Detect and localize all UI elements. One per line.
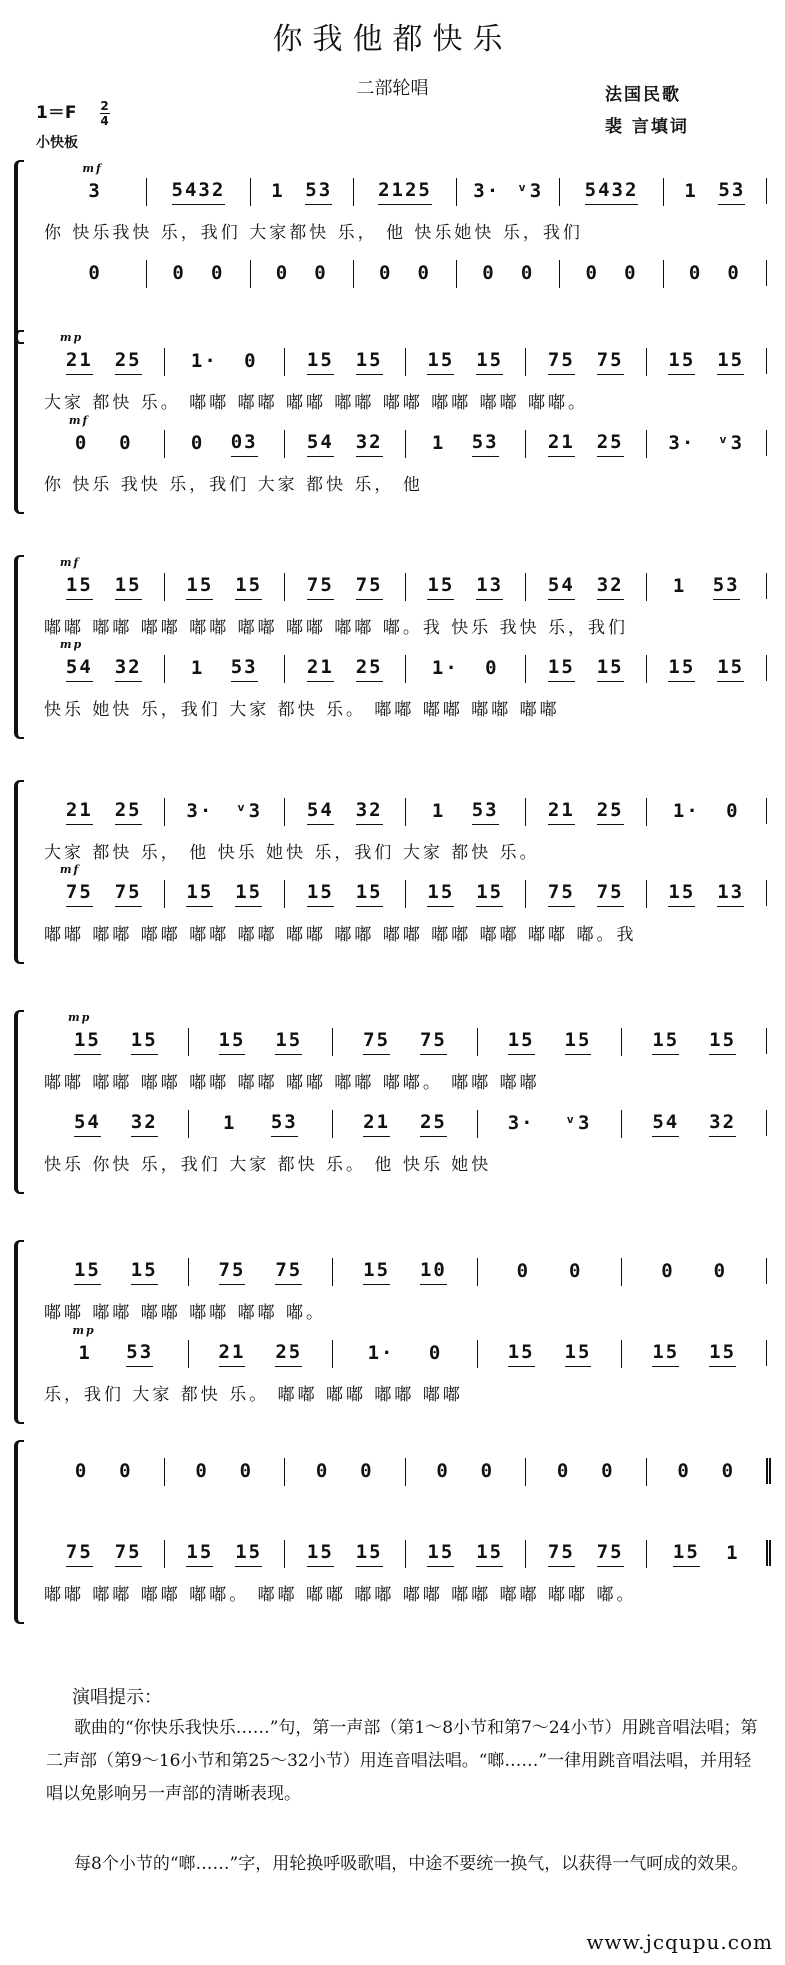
note-beat: 15 <box>476 881 503 907</box>
note-beat: 0 <box>624 261 638 284</box>
measure <box>44 260 146 288</box>
measure <box>621 1340 766 1368</box>
watermark: www.jcqupu.com <box>586 1930 773 1954</box>
measure <box>525 1458 646 1486</box>
note-beat: 53 <box>472 431 499 457</box>
note-beat: 53 <box>472 799 499 825</box>
tempo-marking: 小快板 <box>36 135 78 151</box>
note-beat: 15 <box>668 349 695 375</box>
measure <box>44 1540 164 1568</box>
time-bottom: 4 <box>100 114 109 128</box>
time-signature <box>100 100 110 127</box>
measure <box>405 1458 526 1486</box>
note-beat: 32 <box>709 1111 736 1137</box>
lower-staff <box>44 638 767 681</box>
measure <box>646 798 767 826</box>
dynamic-marking: mf <box>59 556 81 569</box>
note-beat: 0 <box>726 799 740 822</box>
note-beat: 3· <box>473 179 501 202</box>
note-beat: 15 <box>652 1029 679 1055</box>
note-beat: 75 <box>275 1259 302 1285</box>
note-beat: 0 <box>480 1459 495 1482</box>
note-beat: 75 mf <box>66 881 93 907</box>
note-beat: 15 <box>235 881 262 907</box>
note-beat: 75 <box>420 1029 447 1055</box>
upper-lyric: 大家 都快 乐。 嘟嘟 嘟嘟 嘟嘟 嘟嘟 嘟嘟 嘟嘟 嘟嘟 嘟嘟。 <box>44 393 589 413</box>
measure <box>188 1258 333 1286</box>
measure <box>525 430 646 458</box>
note-beat: 3 mf <box>82 161 103 202</box>
measure <box>44 1110 188 1138</box>
dynamic-marking: mf <box>82 161 103 175</box>
note-beat: ᵛ3 <box>564 1111 592 1134</box>
measure <box>146 260 249 288</box>
measure <box>284 655 405 683</box>
note-beat: 21 <box>307 656 334 682</box>
note-beat: 75 <box>597 881 624 907</box>
note-beat: 15 <box>356 881 383 907</box>
measure <box>332 1340 477 1368</box>
note-beat: 0 <box>417 261 431 284</box>
hints-paragraph-2: 每8个小节的“啷……”字，用轮换呼吸歌唱，中途不要统一换气，以获得一气呵成的效果。 <box>74 1854 749 1874</box>
note-beat: 15 mf <box>66 574 93 600</box>
system-bracket <box>14 1240 24 1424</box>
note-beat: 0 <box>119 431 133 454</box>
upper-staff <box>44 1258 767 1284</box>
measure <box>559 260 662 288</box>
measure <box>44 161 146 206</box>
measure <box>332 1110 477 1138</box>
note-beat: 75 <box>66 1541 93 1567</box>
system-bracket <box>14 555 24 739</box>
note-beat: 21 <box>363 1111 390 1137</box>
measure <box>44 331 164 376</box>
measure <box>646 1540 767 1568</box>
note-beat: 5432 <box>172 179 226 205</box>
note-beat: 54 <box>307 431 334 457</box>
note-beat: 1 <box>684 179 698 202</box>
note-beat: 15 <box>668 881 695 907</box>
measure <box>284 573 405 601</box>
note-beat: 15 <box>508 1029 535 1055</box>
upper-staff <box>44 331 767 374</box>
note-beat: 0 <box>314 261 328 284</box>
measure <box>405 430 526 458</box>
note-beat: 32 <box>131 1111 158 1137</box>
measure <box>405 655 526 683</box>
note-beat: 15 <box>668 656 695 682</box>
upper-staff <box>44 1011 767 1054</box>
key-signature: 1＝F <box>36 103 77 123</box>
measure <box>284 1540 405 1568</box>
note-beat: 0 <box>244 349 258 372</box>
measure <box>44 1458 164 1486</box>
note-beat: 25 <box>597 799 624 825</box>
measure <box>284 430 405 458</box>
system-bracket <box>14 1010 24 1194</box>
note-beat: 1 <box>271 179 285 202</box>
note-beat: 15 <box>508 1341 535 1367</box>
note-beat: 0 <box>239 1459 254 1482</box>
note-beat: 54 <box>74 1111 101 1137</box>
note-beat: 0 <box>601 1459 615 1482</box>
note-beat: 15 <box>427 349 454 375</box>
note-beat: 3· <box>186 799 214 822</box>
note-beat: 75 <box>597 1541 624 1567</box>
upper-lyric: 嘟嘟 嘟嘟 嘟嘟 嘟嘟 嘟嘟 嘟。 <box>44 1303 327 1323</box>
note-beat: 75 <box>597 349 624 375</box>
note-beat: 15 <box>74 1259 101 1285</box>
upper-staff <box>44 161 767 204</box>
note-beat: 15 <box>307 349 334 375</box>
note-beat: 53 <box>713 574 740 600</box>
measure <box>525 1540 646 1568</box>
note-beat: 1· <box>190 349 218 372</box>
note-beat: 0 <box>556 1459 571 1482</box>
note-beat: 15 <box>427 1541 454 1567</box>
measure <box>164 430 285 458</box>
note-beat: 25 <box>597 431 624 457</box>
note-beat: 21 mp <box>66 349 93 375</box>
note-beat: 15 <box>363 1259 390 1285</box>
song-subtitle: 二部轮唱 <box>356 78 429 99</box>
note-beat: 15 <box>307 1541 334 1567</box>
note-beat: 15 <box>597 656 624 682</box>
measure <box>353 260 456 288</box>
note-beat: 21 <box>548 431 575 457</box>
note-beat: 53 <box>231 656 258 682</box>
measure <box>477 1340 622 1368</box>
note-beat: 53 <box>271 1111 298 1137</box>
lower-lyric: 快乐 她快 乐，我们 大家 都快 乐。 嘟嘟 嘟嘟 嘟嘟 嘟嘟 <box>44 700 560 720</box>
note-beat: 0 <box>436 1459 450 1482</box>
note-beat: 13 <box>476 574 503 600</box>
measure <box>146 178 249 206</box>
note-beat: 0 <box>210 261 225 284</box>
note-beat: 32 <box>597 574 624 600</box>
lower-staff <box>44 1540 771 1566</box>
note-beat: 0 <box>516 1259 531 1282</box>
note-beat: 15 <box>476 1541 503 1567</box>
note-beat: 15 <box>356 349 383 375</box>
note-beat: 1 <box>726 1541 740 1564</box>
note-beat: 21 <box>66 799 93 825</box>
system-bracket <box>14 1440 24 1624</box>
hints-paragraph-1: 歌曲的“你快乐我快乐……”句，第一声部（第1～8小节和第7～24小节）用跳音唱法唱；第二声部（第9～16小节和第25～32小节）用连音唱法唱。“啷……”一律用跳音唱法唱，并用轻唱以免影响另一声部的清晰表现。 <box>46 1718 758 1804</box>
measure <box>525 655 646 683</box>
measure <box>477 1110 622 1138</box>
note-beat: 15 <box>186 881 213 907</box>
dynamic-marking: mp <box>67 1011 92 1024</box>
note-beat: 15 mp <box>74 1029 101 1055</box>
note-beat: 54 <box>307 799 334 825</box>
lower-staff <box>44 1110 767 1136</box>
upper-lyric: 大家 都快 乐， 他 快乐 她快 乐，我们 大家 都快 乐。 <box>44 843 540 863</box>
note-beat: 0 <box>172 261 186 284</box>
note-beat: 75 <box>356 574 383 600</box>
system-bracket <box>14 330 24 514</box>
note-beat: 15 <box>131 1259 158 1285</box>
note-beat: 1· <box>672 799 700 822</box>
note-beat: 15 <box>219 1029 246 1055</box>
note-beat: 15 <box>717 656 744 682</box>
lyricist-credit: 裴 言填词 <box>605 117 689 137</box>
lower-staff <box>44 863 767 906</box>
system-bracket <box>14 780 24 964</box>
lower-lyric: 你 快乐 我快 乐，我们 大家 都快 乐， 他 <box>44 475 423 495</box>
measure <box>456 260 559 288</box>
note-beat: 53 <box>305 179 332 205</box>
note-beat: 75 <box>548 349 575 375</box>
measure <box>188 1340 333 1368</box>
measure <box>646 348 767 376</box>
note-beat: 0 <box>74 1459 89 1482</box>
upper-lyric: 嘟嘟 嘟嘟 嘟嘟 嘟嘟 嘟嘟 嘟嘟 嘟嘟 嘟嘟。 嘟嘟 嘟嘟 <box>44 1073 540 1093</box>
measure <box>164 573 285 601</box>
measure <box>525 798 646 826</box>
note-beat: 15 <box>673 1541 700 1567</box>
note-beat: 2125 <box>378 179 432 205</box>
measure <box>646 1458 767 1486</box>
measure <box>621 1028 766 1056</box>
measure <box>477 1258 622 1286</box>
note-beat: 25 <box>115 799 142 825</box>
note-beat: 15 <box>115 574 142 600</box>
note-beat: 03 <box>231 431 258 457</box>
note-beat: 0 mf <box>68 413 90 454</box>
note-beat: 0 <box>688 261 703 284</box>
measure <box>44 413 164 458</box>
note-beat: ᵛ3 <box>235 799 263 822</box>
measure <box>405 573 526 601</box>
note-beat: ᵛ3 <box>717 431 745 454</box>
lower-lyric: 嘟嘟 嘟嘟 嘟嘟 嘟嘟。 嘟嘟 嘟嘟 嘟嘟 嘟嘟 嘟嘟 嘟嘟 嘟嘟 嘟。 <box>44 1585 637 1605</box>
note-beat: 0 <box>585 261 599 284</box>
measure <box>646 430 767 458</box>
note-beat: 15 <box>307 881 334 907</box>
note-beat: 25 <box>420 1111 447 1137</box>
note-beat: 25 <box>115 349 142 375</box>
measure <box>405 1540 526 1568</box>
note-beat: 54 <box>548 574 575 600</box>
note-beat: 0 <box>428 1341 443 1364</box>
note-beat: 15 <box>235 574 262 600</box>
dynamic-marking: mf <box>68 413 90 427</box>
measure <box>284 798 405 826</box>
note-beat: 25 <box>356 656 383 682</box>
note-beat: 13 <box>717 881 744 907</box>
note-beat: 75 <box>307 574 334 600</box>
note-beat: 0 <box>721 1459 736 1482</box>
note-beat: 53 <box>718 179 745 205</box>
upper-staff <box>44 798 767 824</box>
note-beat: 1 <box>431 799 446 822</box>
note-beat: 75 <box>363 1029 390 1055</box>
note-beat: 0 <box>713 1259 728 1282</box>
measure <box>164 1540 285 1568</box>
note-beat: 0 <box>88 261 102 284</box>
note-beat: 75 <box>115 1541 142 1567</box>
measure <box>646 880 767 908</box>
note-beat: 15 <box>427 881 454 907</box>
note-beat: 0 <box>315 1459 330 1482</box>
note-beat: 0 <box>677 1459 691 1482</box>
measure <box>456 178 559 206</box>
note-beat: 0 <box>661 1259 675 1282</box>
measure <box>284 348 405 376</box>
note-beat: 15 <box>235 1541 262 1567</box>
note-beat: 53 <box>126 1341 153 1367</box>
note-beat: 15 <box>565 1029 592 1055</box>
dynamic-marking: mf <box>59 863 81 876</box>
time-top: 2 <box>100 99 109 113</box>
note-beat: 15 <box>356 1541 383 1567</box>
upper-lyric: 嘟嘟 嘟嘟 嘟嘟 嘟嘟 嘟嘟 嘟嘟 嘟嘟 嘟。我 快乐 我快 乐，我们 <box>44 618 629 638</box>
measure <box>44 863 164 908</box>
measure <box>284 1458 405 1486</box>
note-beat: 0 <box>485 656 499 679</box>
note-beat: 0 <box>119 1459 133 1482</box>
note-beat: 75 <box>115 881 142 907</box>
note-beat: 32 <box>356 799 383 825</box>
note-beat: 15 <box>186 574 213 600</box>
measure <box>405 880 526 908</box>
note-beat: 0 <box>190 431 205 454</box>
note-beat: 21 <box>219 1341 246 1367</box>
note-beat: 0 <box>360 1459 374 1482</box>
measure <box>646 573 767 601</box>
measure <box>44 638 164 683</box>
dynamic-marking: mp <box>72 1323 96 1337</box>
measure <box>188 1110 333 1138</box>
lower-lyric: 乐，我们 大家 都快 乐。 嘟嘟 嘟嘟 嘟嘟 嘟嘟 <box>44 1385 463 1405</box>
note-beat: 25 <box>275 1341 302 1367</box>
lower-lyric: 快乐 你快 乐，我们 大家 都快 乐。 他 快乐 她快 <box>44 1155 492 1175</box>
note-beat: 54 <box>652 1111 679 1137</box>
origin-credit: 法国民歌 <box>605 85 681 105</box>
note-beat: 15 <box>131 1029 158 1055</box>
note-beat: 21 <box>548 799 575 825</box>
note-beat: 0 <box>275 261 290 284</box>
measure <box>477 1028 622 1056</box>
upper-lyric: 你 快乐我快 乐，我们 大家都快 乐， 他 快乐她快 乐，我们 <box>44 223 583 243</box>
measure <box>44 1011 188 1056</box>
note-beat: 32 <box>115 656 142 682</box>
upper-staff <box>44 1458 771 1484</box>
measure <box>164 655 285 683</box>
measure <box>44 556 164 601</box>
note-beat: 0 <box>727 261 741 284</box>
key-signature-block <box>36 98 110 127</box>
measure <box>663 260 766 288</box>
note-beat: 0 <box>482 261 496 284</box>
measure <box>250 260 353 288</box>
measure <box>250 178 353 206</box>
note-beat: 0 <box>378 261 393 284</box>
system-bracket <box>14 160 24 344</box>
measure <box>44 798 164 826</box>
measure <box>663 178 766 206</box>
measure <box>525 573 646 601</box>
measure <box>405 798 526 826</box>
measure <box>646 655 767 683</box>
note-beat: 32 <box>356 431 383 457</box>
note-beat: 0 <box>195 1459 209 1482</box>
measure <box>188 1028 333 1056</box>
note-beat: 75 <box>548 1541 575 1567</box>
hints-heading: 演唱提示： <box>72 1687 162 1708</box>
note-beat: 5432 <box>585 179 639 205</box>
measure <box>332 1258 477 1286</box>
measure <box>525 348 646 376</box>
measure <box>44 1258 188 1286</box>
note-beat: 10 <box>420 1259 447 1285</box>
note-beat: 75 <box>548 881 575 907</box>
note-beat: 15 <box>565 1341 592 1367</box>
measure <box>332 1028 477 1056</box>
measure <box>284 880 405 908</box>
note-beat: 1 mp <box>72 1323 96 1364</box>
measure <box>621 1110 766 1138</box>
note-beat: 15 <box>476 349 503 375</box>
note-beat: 3· <box>507 1111 535 1134</box>
lower-staff <box>44 413 767 456</box>
measure <box>525 880 646 908</box>
note-beat: 15 <box>427 574 454 600</box>
note-beat: 1 <box>190 656 205 679</box>
note-beat: 1· <box>367 1341 395 1364</box>
measure <box>353 178 456 206</box>
note-beat: 15 <box>275 1029 302 1055</box>
note-beat: 3· <box>668 431 696 454</box>
note-beat: 1 <box>431 431 446 454</box>
dynamic-marking: mp <box>59 331 84 344</box>
measure <box>164 880 285 908</box>
measure <box>621 1258 766 1286</box>
lower-lyric: 嘟嘟 嘟嘟 嘟嘟 嘟嘟 嘟嘟 嘟嘟 嘟嘟 嘟嘟 嘟嘟 嘟嘟 嘟嘟 嘟。我 <box>44 925 637 945</box>
note-beat: 1 <box>223 1111 237 1134</box>
measure <box>405 348 526 376</box>
measure <box>164 798 285 826</box>
measure <box>559 178 662 206</box>
song-title: 你我他都快乐 <box>272 22 513 57</box>
lower-staff <box>44 260 767 286</box>
note-beat: 54 mp <box>66 656 93 682</box>
upper-staff <box>44 556 767 599</box>
note-beat: 0 <box>569 1259 583 1282</box>
measure <box>164 348 285 376</box>
note-beat: 15 <box>717 349 744 375</box>
note-beat: 1· <box>431 656 459 679</box>
note-beat: 15 <box>709 1341 736 1367</box>
note-beat: 75 <box>219 1259 246 1285</box>
note-beat: 15 <box>709 1029 736 1055</box>
measure <box>164 1458 285 1486</box>
note-beat: 1 <box>672 574 687 597</box>
dynamic-marking: mp <box>59 638 84 651</box>
note-beat: 0 <box>520 261 535 284</box>
note-beat: 15 <box>652 1341 679 1367</box>
note-beat: 15 <box>548 656 575 682</box>
note-beat: 15 <box>186 1541 213 1567</box>
note-beat: ᵛ3 <box>516 179 544 202</box>
lower-staff <box>44 1323 767 1366</box>
measure <box>44 1323 188 1368</box>
